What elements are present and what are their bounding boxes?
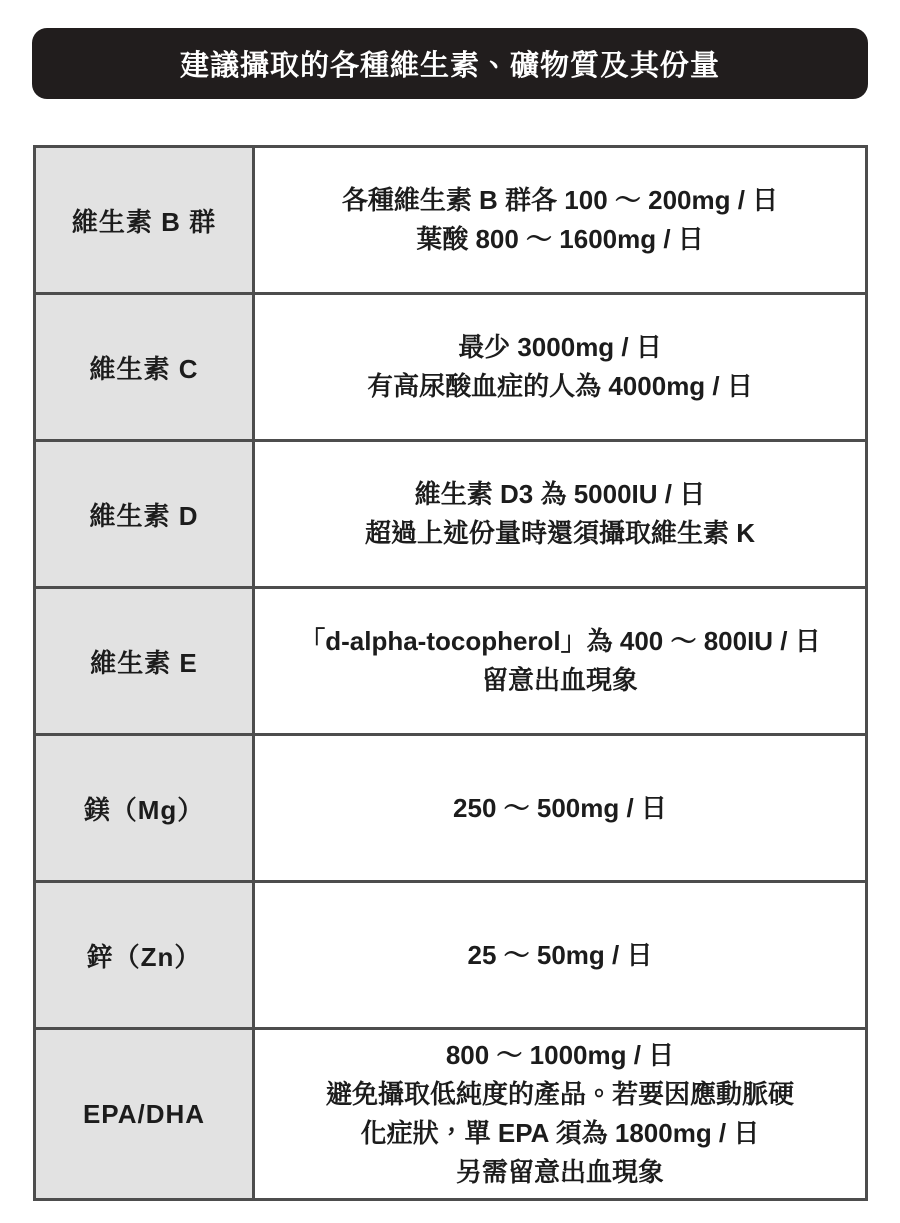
dosage-line: 留意出血現象 <box>481 665 638 695</box>
dosage-line: 最少 3000mg / 日 <box>458 332 662 362</box>
dosage-line: 800 ～ 1000mg / 日 <box>445 1040 675 1070</box>
dosage-line: 各種維生素 B 群各 100 ～ 200mg / 日 <box>341 185 779 215</box>
dosage-line: 維生素 D3 為 5000IU / 日 <box>414 479 706 509</box>
table-row <box>35 294 867 441</box>
nutrient-label: 鎂（Mg） <box>35 735 254 882</box>
table-row <box>35 441 867 588</box>
nutrient-table-body <box>35 147 867 1200</box>
nutrient-label: 維生素 E <box>35 588 254 735</box>
table-row <box>35 735 867 882</box>
nutrient-dosage <box>254 441 867 588</box>
dosage-line: 化症狀，單 EPA 須為 1800mg / 日 <box>360 1118 760 1148</box>
dosage-line: 葉酸 800 ～ 1600mg / 日 <box>416 224 704 254</box>
nutrient-label: 維生素 C <box>35 294 254 441</box>
dosage-line: 有高尿酸血症的人為 4000mg / 日 <box>367 371 753 401</box>
page-title: 建議攝取的各種維生素、礦物質及其份量 <box>179 50 720 82</box>
nutrient-dosage <box>254 735 867 882</box>
dosage-line: 「d-alpha-tocopherol」為 400 ～ 800IU / 日 <box>299 626 821 656</box>
table-row <box>35 882 867 1029</box>
dosage-line: 避免攝取低純度的產品。若要因應動脈硬 <box>325 1079 794 1109</box>
table-row <box>35 147 867 294</box>
nutrient-label: 鋅（Zn） <box>35 882 254 1029</box>
nutrient-label: 維生素 B 群 <box>35 147 254 294</box>
table-row <box>35 588 867 735</box>
dosage-line: 超過上述份量時還須攝取維生素 K <box>364 518 755 548</box>
nutrient-dosage <box>254 882 867 1029</box>
nutrient-dosage <box>254 147 867 294</box>
nutrient-label: 維生素 D <box>35 441 254 588</box>
nutrient-dosage <box>254 1029 867 1200</box>
nutrient-label: EPA/DHA <box>35 1029 254 1200</box>
nutrient-dosage <box>254 588 867 735</box>
nutrient-table <box>33 145 868 1201</box>
dosage-line: 25 ～ 50mg / 日 <box>467 939 653 970</box>
table-row <box>35 1029 867 1200</box>
dosage-line: 另需留意出血現象 <box>455 1157 664 1187</box>
title-banner <box>32 28 868 99</box>
dosage-line: 250 ～ 500mg / 日 <box>453 792 667 823</box>
nutrient-dosage <box>254 294 867 441</box>
